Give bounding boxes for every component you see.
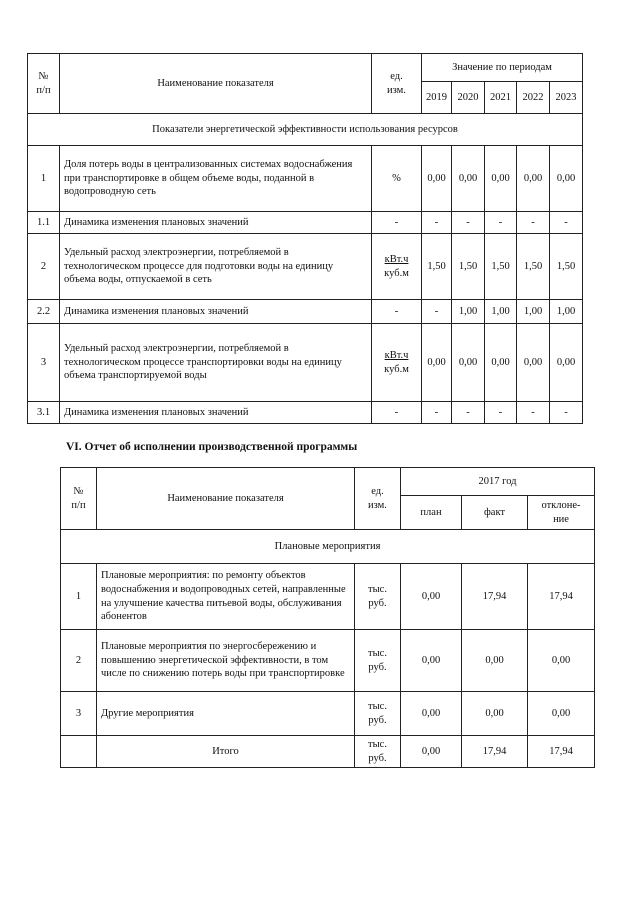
row-num <box>61 736 97 768</box>
row-value: - <box>422 300 452 324</box>
row-value: 0,00 <box>485 324 517 402</box>
row-value: 0,00 <box>485 146 517 212</box>
row-value: - <box>485 402 517 424</box>
col-header-plan: план <box>401 496 462 530</box>
energy-efficiency-table <box>27 53 583 424</box>
col-header-year: 2020 <box>452 82 485 114</box>
row-unit: тыс. руб. <box>355 564 401 630</box>
table-row <box>28 146 583 212</box>
col-header-year: 2022 <box>517 82 550 114</box>
row-value: 1,50 <box>452 234 485 300</box>
row-value: - <box>550 402 583 424</box>
table-row <box>61 564 595 630</box>
table-row <box>28 212 583 234</box>
col-header-unit: ед. изм. <box>372 54 422 114</box>
row-name: Динамика изменения плановых значений <box>60 402 372 424</box>
row-value: 0,00 <box>401 692 462 736</box>
row-name: Удельный расход электроэнергии, потребляемой в технологическом процессе для подготовки воды на единицу объема воды, отпускаемой в сеть <box>60 234 372 300</box>
row-value: - <box>452 212 485 234</box>
table-row <box>28 234 583 300</box>
row-num: 3 <box>28 324 60 402</box>
row-num: 1 <box>61 564 97 630</box>
row-value: 17,94 <box>528 736 595 768</box>
row-num: 3.1 <box>28 402 60 424</box>
row-value: 1,50 <box>485 234 517 300</box>
row-num: 1 <box>28 146 60 212</box>
row-num: 2 <box>61 630 97 692</box>
col-header-year: 2019 <box>422 82 452 114</box>
table-row <box>61 692 595 736</box>
row-value: - <box>550 212 583 234</box>
col-header-year: 2023 <box>550 82 583 114</box>
row-unit: тыс. руб. <box>355 692 401 736</box>
row-name: Доля потерь воды в централизованных системах водоснабжения при транспортировке в общем объеме воды, поданной в водопроводную сеть <box>60 146 372 212</box>
table-row <box>28 402 583 424</box>
col-header-num: № п/п <box>61 468 97 530</box>
row-value: 1,00 <box>485 300 517 324</box>
row-name: Плановые мероприятия: по ремонту объектов водоснабжения и водопроводных сетей, направленные на улучшение качества питьевой воды, обслуживания абонентов <box>97 564 355 630</box>
row-name: Удельный расход электроэнергии, потребляемой в технологическом процессе транспортировки воды на единицу объема транспортируемой воды <box>60 324 372 402</box>
row-value: 0,00 <box>401 564 462 630</box>
row-value: 17,94 <box>528 564 595 630</box>
row-value: 0,00 <box>528 630 595 692</box>
row-value: 0,00 <box>550 146 583 212</box>
unit-numerator: кВт.ч <box>384 253 409 265</box>
row-name: Другие мероприятия <box>97 692 355 736</box>
row-num: 1.1 <box>28 212 60 234</box>
section-title: Показатели энергетической эффективности использования ресурсов <box>28 114 583 146</box>
production-program-table <box>60 467 595 768</box>
row-value: 0,00 <box>550 324 583 402</box>
row-name: Динамика изменения плановых значений <box>60 212 372 234</box>
row-unit: - <box>372 212 422 234</box>
row-unit <box>372 324 422 402</box>
row-num: 2.2 <box>28 300 60 324</box>
col-header-unit: ед. изм. <box>355 468 401 530</box>
row-value: - <box>422 212 452 234</box>
section-title: Плановые мероприятия <box>61 530 595 564</box>
row-value: 0,00 <box>422 146 452 212</box>
row-value: 17,94 <box>462 564 528 630</box>
row-value: - <box>517 402 550 424</box>
row-value: 0,00 <box>528 692 595 736</box>
row-num: 2 <box>28 234 60 300</box>
unit-numerator: кВт.ч <box>384 349 409 361</box>
row-value: - <box>485 212 517 234</box>
row-value: 0,00 <box>401 630 462 692</box>
col-header-year: 2021 <box>485 82 517 114</box>
row-value: 1,00 <box>452 300 485 324</box>
row-value: 0,00 <box>462 692 528 736</box>
col-header-fact: факт <box>462 496 528 530</box>
table-row <box>28 300 583 324</box>
row-value: 17,94 <box>462 736 528 768</box>
row-value: 0,00 <box>517 146 550 212</box>
row-value: - <box>452 402 485 424</box>
row-value: 0,00 <box>517 324 550 402</box>
col-header-name: Наименование показателя <box>60 54 372 114</box>
row-value: 1,00 <box>550 300 583 324</box>
col-header-periods: Значение по периодам <box>422 54 583 82</box>
total-row <box>61 736 595 768</box>
table-row <box>61 630 595 692</box>
row-value: 1,50 <box>550 234 583 300</box>
row-unit: % <box>372 146 422 212</box>
col-header-period: 2017 год <box>401 468 595 496</box>
row-value: 1,50 <box>422 234 452 300</box>
col-header-deviation: отклоне- ние <box>528 496 595 530</box>
row-unit: тыс. руб. <box>355 736 401 768</box>
table-row <box>28 324 583 402</box>
row-value: 1,00 <box>517 300 550 324</box>
row-name: Плановые мероприятия по энергосбережению и повышению энергетической эффективности, в том числе по снижению потерь воды при транспортировке <box>97 630 355 692</box>
row-value: - <box>422 402 452 424</box>
row-unit: тыс. руб. <box>355 630 401 692</box>
row-value: 1,50 <box>517 234 550 300</box>
row-num: 3 <box>61 692 97 736</box>
row-unit <box>372 234 422 300</box>
unit-denominator: куб.м <box>384 267 409 279</box>
row-value: - <box>517 212 550 234</box>
row-value: 0,00 <box>422 324 452 402</box>
total-label: Итого <box>97 736 355 768</box>
section-heading: VI. Отчет об исполнении производственной программы <box>66 441 358 453</box>
row-value: 0,00 <box>452 146 485 212</box>
col-header-name: Наименование показателя <box>97 468 355 530</box>
row-value: 0,00 <box>452 324 485 402</box>
row-unit: - <box>372 300 422 324</box>
unit-denominator: куб.м <box>384 363 409 375</box>
row-name: Динамика изменения плановых значений <box>60 300 372 324</box>
row-value: 0,00 <box>462 630 528 692</box>
row-unit: - <box>372 402 422 424</box>
col-header-num: № п/п <box>28 54 60 114</box>
row-value: 0,00 <box>401 736 462 768</box>
